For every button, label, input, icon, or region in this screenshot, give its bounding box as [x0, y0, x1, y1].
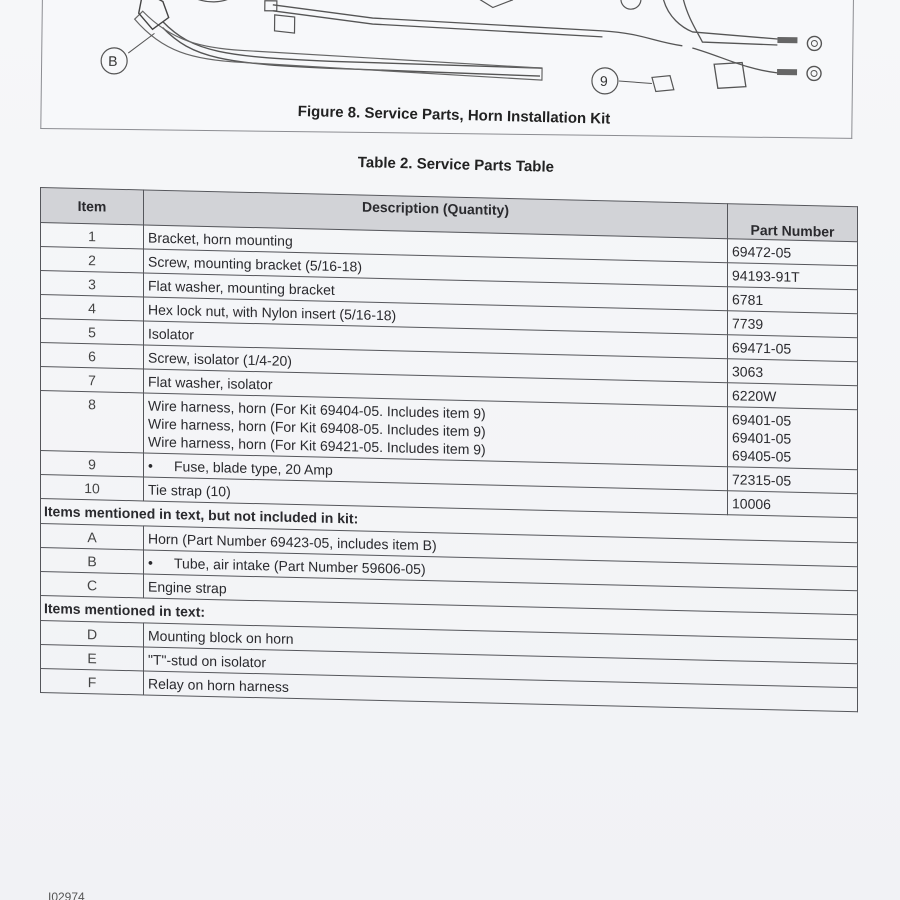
item-cell: 8	[41, 391, 144, 453]
description-cell: Horn (Part Number 69423-05, includes item B)	[144, 526, 858, 567]
item-cell: 2	[41, 247, 144, 273]
description-cell: Hex lock nut, with Nylon insert (5/16-18)	[144, 297, 728, 335]
part-number-line: 69405-05	[732, 447, 792, 465]
item-cell: B	[41, 548, 144, 574]
description-cell: Mounting block on horn	[144, 623, 858, 664]
item-cell: 7	[41, 367, 144, 393]
bullet-marker: •	[148, 457, 153, 474]
description-cell: Flat washer, isolator	[144, 369, 728, 407]
part-number-cell	[728, 407, 858, 470]
item-cell: A	[41, 524, 144, 550]
description-cell: Engine strap	[144, 574, 858, 615]
description-cell: Bracket, horn mounting	[144, 225, 728, 263]
description-cell: "T"-stud on isolator	[144, 647, 858, 688]
description-cell: Flat washer, mounting bracket	[144, 273, 728, 311]
service-parts-table	[40, 187, 858, 712]
part-number-line: 69401-05	[732, 429, 792, 447]
header-description: Description (Quantity)	[144, 190, 728, 239]
item-cell: 5	[41, 319, 144, 345]
item-cell: 1	[41, 223, 144, 249]
figure-caption: Figure 8. Service Parts, Horn Installation Kit	[297, 103, 611, 128]
description-text: Tube, air intake (Part Number 59606-05)	[174, 555, 426, 578]
part-number-cell: 69471-05	[728, 335, 858, 362]
item-cell: F	[41, 669, 144, 695]
header-item: Item	[41, 188, 144, 225]
description-cell: Screw, mounting bracket (5/16-18)	[144, 249, 728, 287]
item-cell: 9	[41, 451, 144, 477]
item-cell: 4	[41, 295, 144, 321]
part-number-cell: 10006	[728, 491, 858, 518]
part-number-cell: 3063	[728, 359, 858, 386]
part-number-line: 69401-05	[732, 411, 792, 429]
description-cell: Tie strap (10)	[144, 477, 728, 515]
description-text: Fuse, blade type, 20 Amp	[174, 458, 333, 478]
description-line: Wire harness, horn (For Kit 69408-05. Includes item 9)	[148, 415, 486, 440]
item-cell: E	[41, 645, 144, 671]
section-heading-mentioned: Items mentioned in text:	[41, 596, 858, 640]
table-title: Table 2. Service Parts Table	[357, 154, 555, 176]
description-line: Wire harness, horn (For Kit 69404-05. Includes item 9)	[148, 397, 486, 422]
part-number-cell: 72315-05	[728, 467, 858, 494]
part-number-cell: 6781	[728, 287, 858, 314]
item-cell: 10	[41, 475, 144, 501]
item-cell: 6	[41, 343, 144, 369]
description-line: Wire harness, horn (For Kit 69421-05. Includes item 9)	[148, 433, 486, 458]
description-cell: Screw, isolator (1/4-20)	[144, 345, 728, 383]
item-cell: C	[41, 572, 144, 598]
callout-9: 9	[599, 72, 608, 89]
item-cell: D	[41, 621, 144, 647]
section-heading-not-included: Items mentioned in text, but not included in kit:	[41, 499, 858, 543]
part-number-cell: 69472-05	[728, 239, 858, 266]
part-number-cell: 7739	[728, 311, 858, 338]
description-cell: Relay on horn harness	[144, 671, 858, 712]
bullet-marker: •	[148, 554, 153, 571]
header-part-number: Part Number	[728, 204, 858, 242]
callout-b: B	[108, 52, 118, 69]
part-number-cell: 6220W	[728, 383, 858, 410]
figure-id-code: I02974	[48, 890, 85, 900]
item-cell: 3	[41, 271, 144, 297]
description-cell: Isolator	[144, 321, 728, 359]
part-number-cell: 94193-91T	[728, 263, 858, 290]
